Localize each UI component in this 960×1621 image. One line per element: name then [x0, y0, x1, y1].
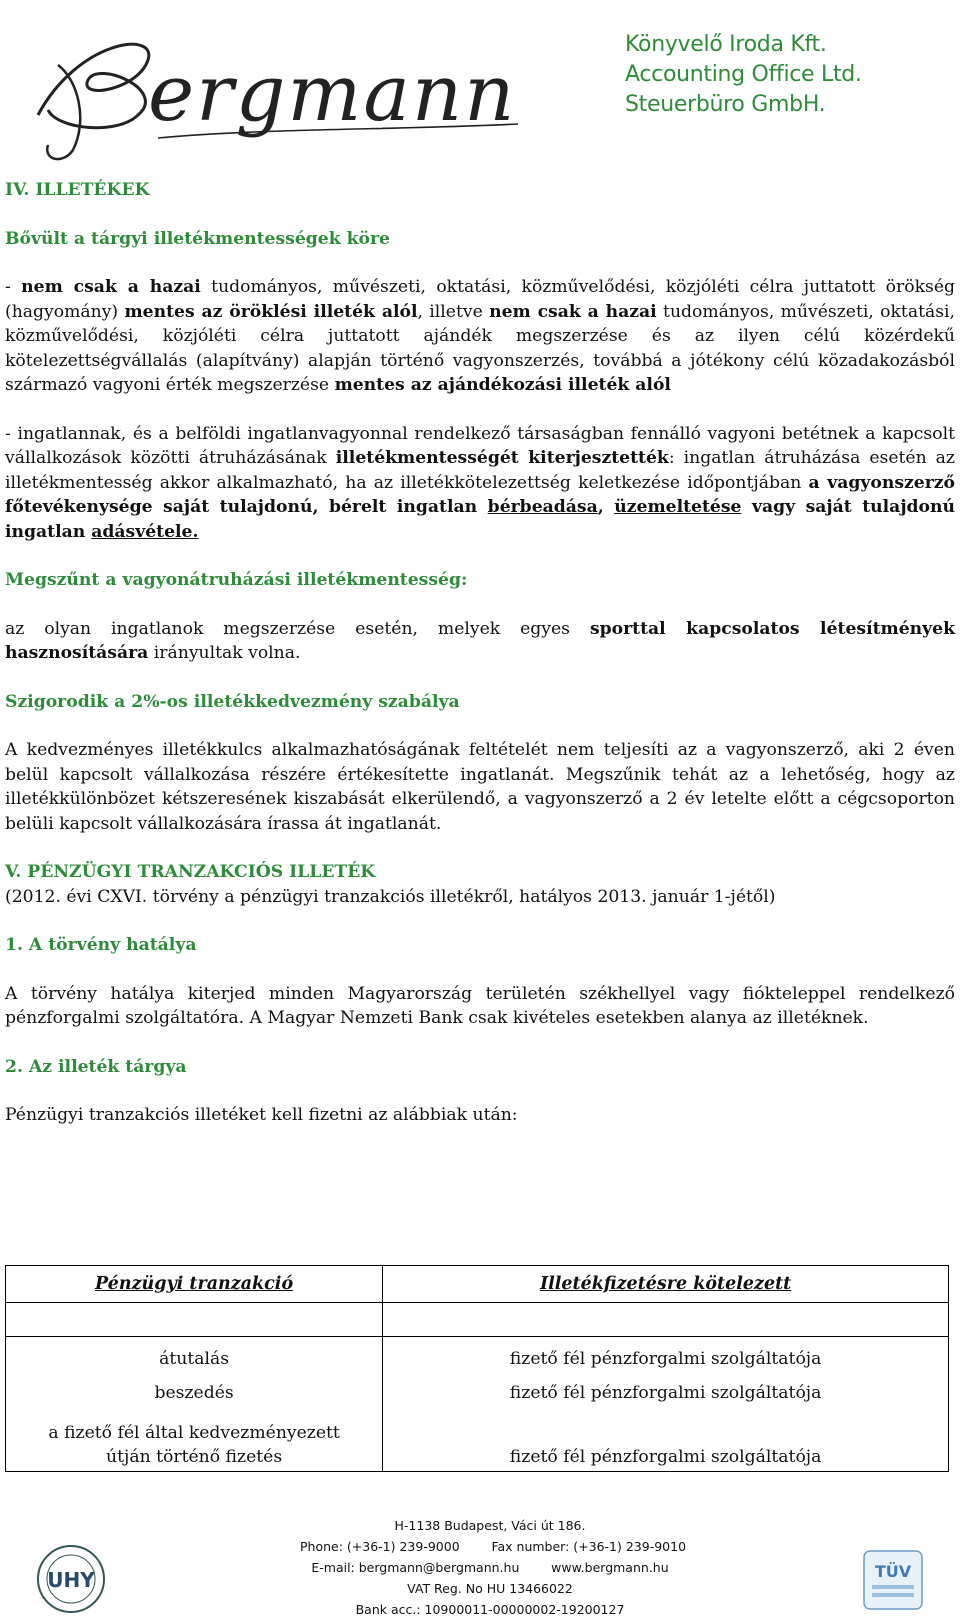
paragraph-hatalya: A törvény hatálya kiterjed minden Magyarország területén székhellyel vagy fiókteleppel rendelkező pénzforgalmi szolgáltatóra. A Magyar Nemzeti Bank csak kivételes esetekben alanya az illetéknek. — [5, 983, 955, 1028]
heading-megszunt: Megszűnt a vagyonátruházási illetékmentesség: — [5, 570, 468, 590]
document-body — [5, 178, 955, 1128]
company-line: Könyvelő Iroda Kft. — [625, 32, 827, 57]
svg-text:UHY: UHY — [47, 1568, 95, 1592]
svg-text:TÜV: TÜV — [874, 1562, 912, 1581]
table-cell: átutalás — [6, 1337, 383, 1374]
phone-line: Phone: (+36-1) 239-9000 Fax number: (+36-1) 239-9010 — [300, 1539, 687, 1554]
table-row — [6, 1373, 949, 1407]
section-v-subtitle: (2012. évi CXVI. törvény a pénzügyi tranzakciós illetékről, hatályos 2013. január 1-jétől) — [5, 886, 776, 907]
uhy-logo — [35, 1543, 107, 1615]
company-line: Accounting Office Ltd. — [625, 62, 862, 87]
table-row — [6, 1303, 949, 1337]
contact-block — [300, 1515, 687, 1620]
table-row — [6, 1407, 949, 1472]
letterhead — [0, 0, 960, 175]
heading-szigorodik: Szigorodik a 2%-os illetékkedvezmény szabálya — [5, 691, 460, 712]
tuv-certification-logo — [860, 1547, 926, 1613]
paragraph-ingatlan: - ingatlannak, és a belföldi ingatlanvagyonnal rendelkező társaságban fennálló vagyoni betétnek a kapcsolt vállalkozások közötti átruházásának illetékmentességét kiterjesztették: ingatlan átruházása esetén az illetékmentesség akkor alkalmazható, ha az illetékkötelezettség keletkezése időpontjában a vagyonszerző főtevékenysége saját tulajdonú, bérelt ingatlan bérbeadása, üzemeltetése vagy saját tulajdonú ingatlan adásvétele. — [5, 423, 956, 542]
table-cell: fizető fél pénzforgalmi szolgáltatója — [383, 1337, 949, 1374]
table-cell: fizető fél pénzforgalmi szolgáltatója — [383, 1373, 949, 1407]
table-cell — [6, 1303, 383, 1337]
table-header: Illetékfizetésre kötelezett — [383, 1266, 949, 1303]
heading-bovult: Bővült a tárgyi illetékmentességek köre — [5, 228, 390, 249]
heading-hatalya: 1. A törvény hatálya — [5, 935, 197, 955]
table-header-row — [6, 1266, 949, 1303]
table-cell: fizető fél pénzforgalmi szolgáltatója — [383, 1407, 949, 1472]
section-title-v: V. PÉNZÜGYI TRANZAKCIÓS ILLETÉK — [5, 862, 376, 882]
bergmann-logo — [18, 20, 538, 170]
table-cell — [383, 1303, 949, 1337]
table-header: Pénzügyi tranzakció — [6, 1266, 383, 1303]
address-line: H-1138 Budapest, Váci út 186. — [394, 1518, 586, 1533]
vat-line: VAT Reg. No HU 13466022 — [407, 1581, 573, 1596]
svg-text:ergmann: ergmann — [148, 49, 517, 139]
transaction-table — [5, 1265, 949, 1472]
heading-targya: 2. Az illeték tárgya — [5, 1056, 187, 1077]
paragraph-targya: Pénzügyi tranzakciós illetéket kell fizetni az alábbiak után: — [5, 1105, 518, 1125]
section-title-iv: IV. ILLETÉKEK — [5, 180, 150, 200]
paragraph-sport: az olyan ingatlanok megszerzése esetén, melyek egyes sporttal kapcsolatos létesítmények hasznosítására irányultak volna. — [5, 618, 955, 663]
footer — [0, 1515, 960, 1621]
email-line: E-mail: bergmann@bergmann.hu www.bergmann.hu — [311, 1560, 669, 1575]
table-cell: a fizető fél által kedvezményezett útján történő fizetés — [6, 1407, 383, 1472]
paragraph-kedvezmeny: A kedvezményes illetékkulcs alkalmazhatóságának feltételét nem teljesíti az a vagyonszerző, aki 2 éven belül kapcsolt vállalkozása részére értékesítette ingatlanát. Megszűnik tehát az a lehetőség, hogy az illetékkülönbözet kétszeresének kiszabását elkerülendő, a vagyonszerző a 2 év letelte előtt a cégcsoporton belüli kapcsolt vállalkozására írassa át ingatlanát. — [5, 740, 955, 834]
table-cell: beszedés — [6, 1373, 383, 1407]
company-line: Steuerbüro GmbH. — [625, 92, 826, 117]
company-name — [625, 30, 862, 120]
bank-line: Bank acc.: 10900011-00000002-19200127 — [355, 1602, 625, 1617]
table-row — [6, 1337, 949, 1374]
paragraph-orokles: - nem csak a hazai tudományos, művészeti, oktatási, közművelődési, közjóléti célra juttatott örökség (hagyomány) mentes az öröklési illeték alól, illetve nem csak a hazai tudományos, művészeti, oktatási, közművelődési, közjóléti célra juttatott ajándék megszerzése és az ilyen célú közérdekű kötelezettségvállalás (alapítvány) alapján történő vagyonszerzés, továbbá a jótékony célú közadakozásból származó vagyoni érték megszerzése mentes az ajándékozási illeték alól — [5, 277, 956, 395]
